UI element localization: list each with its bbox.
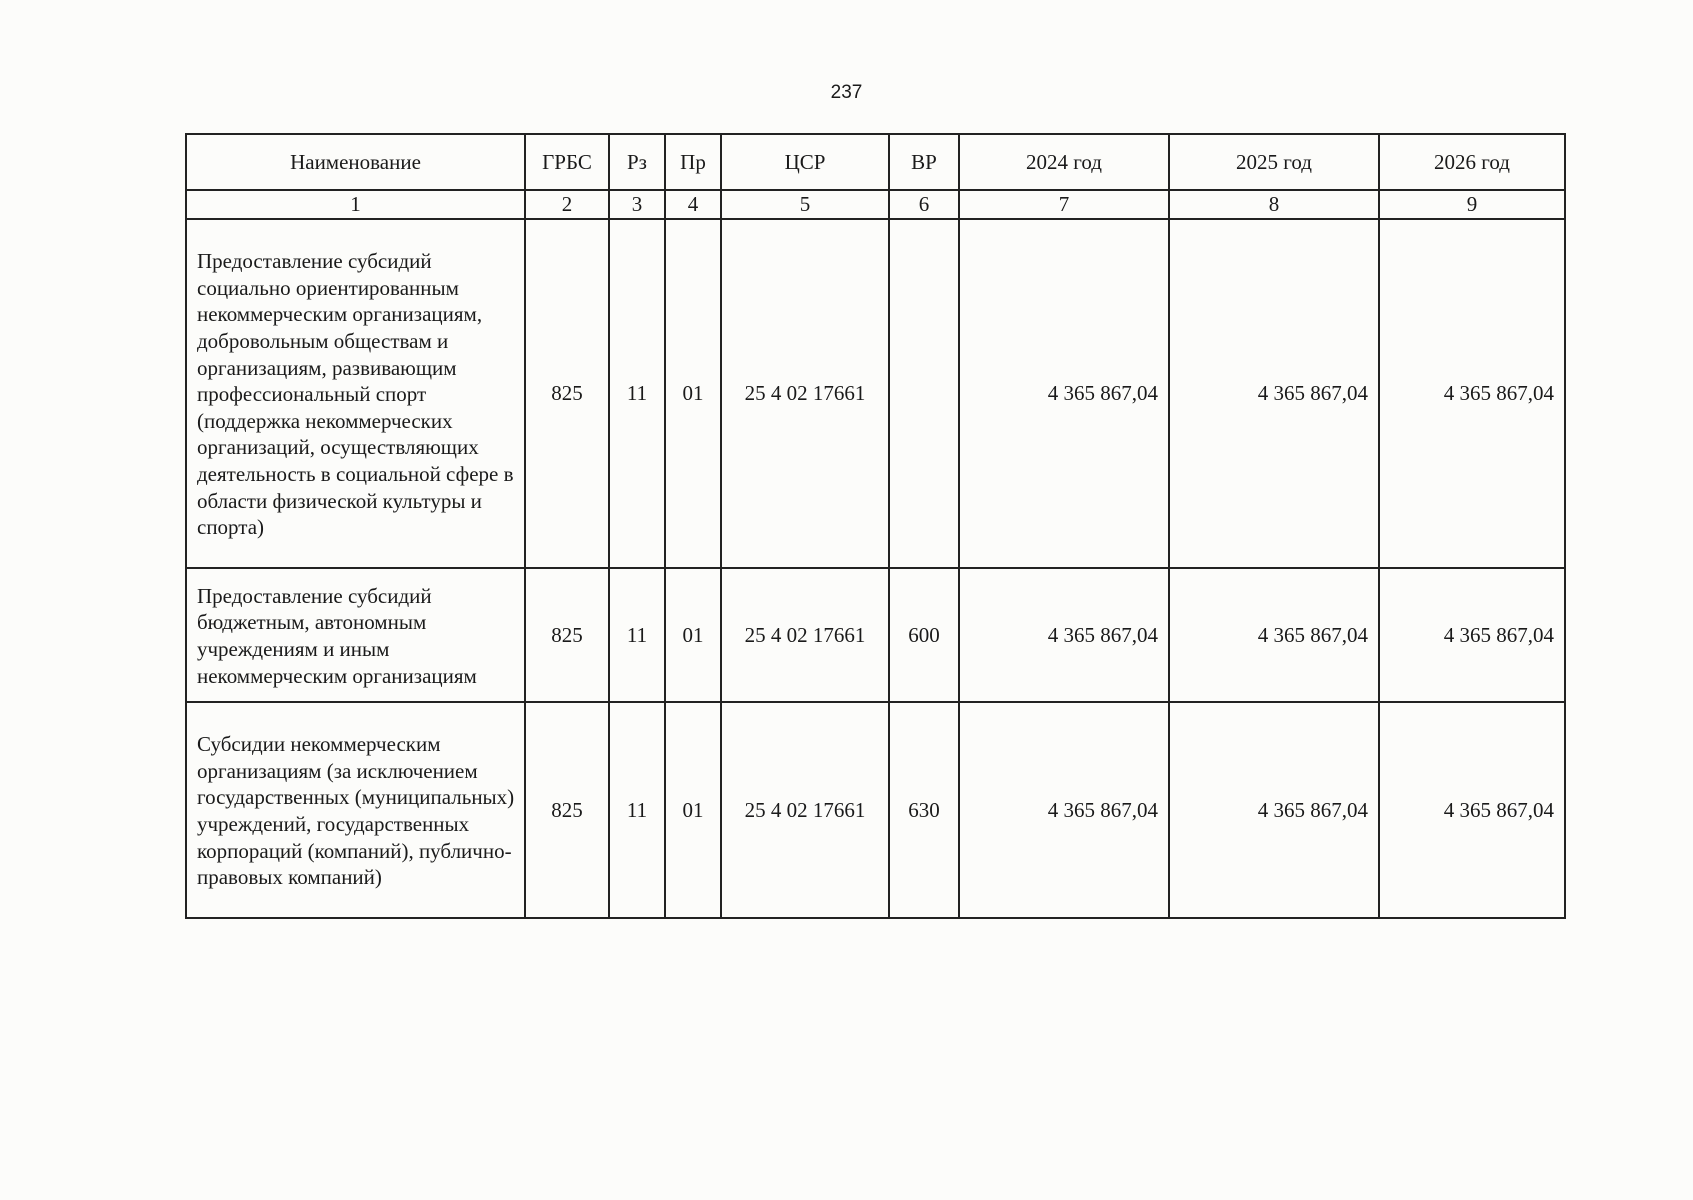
column-number: 6 [889, 190, 959, 219]
column-number-row [186, 190, 1565, 219]
row-rz-cell: 11 [609, 702, 665, 918]
row-2024-cell: 4 365 867,04 [959, 219, 1169, 568]
budget-table [185, 133, 1566, 919]
column-number: 7 [959, 190, 1169, 219]
row-csr-cell: 25 4 02 17661 [721, 568, 889, 702]
header-row [186, 134, 1565, 190]
row-grbs-cell: 825 [525, 702, 609, 918]
table-row [186, 702, 1565, 918]
header-2025: 2025 год [1169, 134, 1379, 190]
column-number: 2 [525, 190, 609, 219]
column-number: 3 [609, 190, 665, 219]
row-2025-cell: 4 365 867,04 [1169, 702, 1379, 918]
row-pr-cell: 01 [665, 568, 721, 702]
row-2026-cell: 4 365 867,04 [1379, 219, 1565, 568]
header-name: Наименование [186, 134, 525, 190]
header-vr: ВР [889, 134, 959, 190]
row-pr-cell: 01 [665, 702, 721, 918]
row-2026-cell: 4 365 867,04 [1379, 702, 1565, 918]
table-row [186, 219, 1565, 568]
row-2024-cell: 4 365 867,04 [959, 702, 1169, 918]
header-grbs: ГРБС [525, 134, 609, 190]
row-csr-cell: 25 4 02 17661 [721, 219, 889, 568]
header-2024: 2024 год [959, 134, 1169, 190]
row-grbs-cell: 825 [525, 219, 609, 568]
row-rz-cell: 11 [609, 219, 665, 568]
row-pr-cell: 01 [665, 219, 721, 568]
table-row [186, 568, 1565, 702]
header-2026: 2026 год [1379, 134, 1565, 190]
row-2025-cell: 4 365 867,04 [1169, 219, 1379, 568]
header-pr: Пр [665, 134, 721, 190]
column-number: 1 [186, 190, 525, 219]
row-csr-cell: 25 4 02 17661 [721, 702, 889, 918]
row-name-cell: Предоставление субсидий социально ориентированным некоммерческим организациям, добровольным обществам и организациям, развивающим профессиональный спорт (поддержка некоммерческих организаций, осуществляющих деятельность в социальной сфере в области физической культуры и спорта) [186, 219, 525, 568]
column-number: 9 [1379, 190, 1565, 219]
row-2025-cell: 4 365 867,04 [1169, 568, 1379, 702]
row-grbs-cell: 825 [525, 568, 609, 702]
column-number: 5 [721, 190, 889, 219]
page-number: 237 [830, 82, 863, 103]
column-number: 8 [1169, 190, 1379, 219]
row-name-cell: Предоставление субсидий бюджетным, автономным учреждениям и иным некоммерческим организациям [186, 568, 525, 702]
row-2026-cell: 4 365 867,04 [1379, 568, 1565, 702]
row-name-cell: Субсидии некоммерческим организациям (за исключением государственных (муниципальных) учреждений, государственных корпораций (компаний), публично-правовых компаний) [186, 702, 525, 918]
header-csr: ЦСР [721, 134, 889, 190]
header-rz: Рз [609, 134, 665, 190]
row-vr-cell [889, 219, 959, 568]
row-vr-cell: 630 [889, 702, 959, 918]
row-rz-cell: 11 [609, 568, 665, 702]
row-vr-cell: 600 [889, 568, 959, 702]
column-number: 4 [665, 190, 721, 219]
row-2024-cell: 4 365 867,04 [959, 568, 1169, 702]
